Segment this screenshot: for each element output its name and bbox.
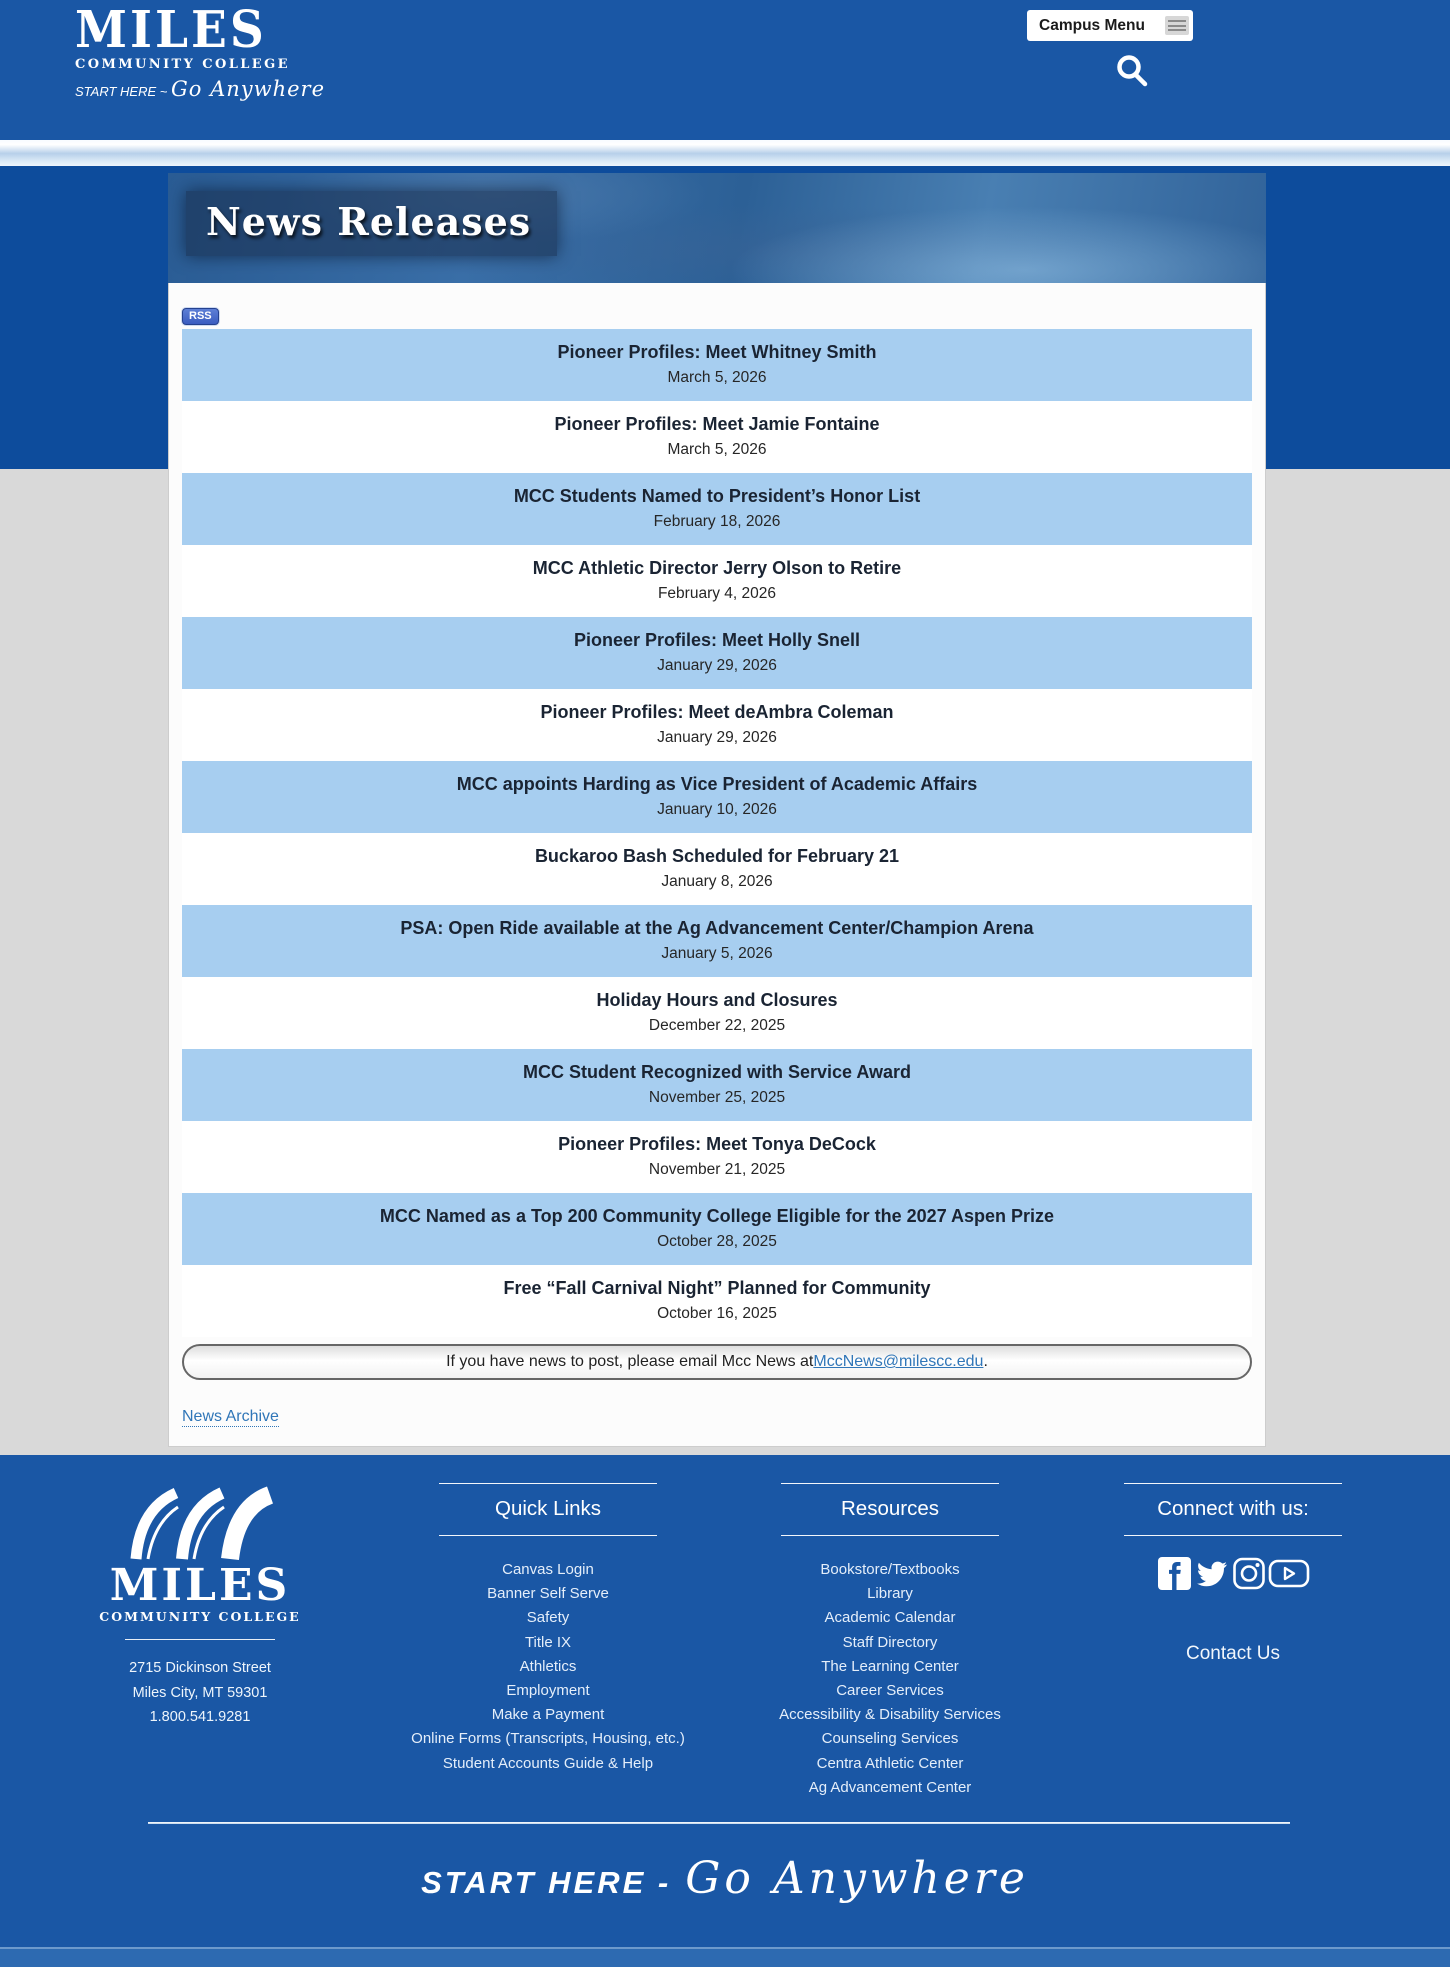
news-row[interactable] <box>182 401 1252 473</box>
twitter-icon[interactable] <box>1193 1556 1230 1591</box>
address-line: 1.800.541.9281 <box>149 1709 251 1725</box>
news-row[interactable] <box>182 1193 1252 1265</box>
footer-bottom-strip <box>0 1947 1450 1967</box>
news-item-title[interactable]: Pioneer Profiles: Meet Tonya DeCock <box>558 1134 876 1154</box>
news-item-date: October 16, 2025 <box>657 1305 777 1322</box>
address-line: Miles City, MT 59301 <box>132 1684 268 1701</box>
footer-quick-links-column <box>398 1483 698 1776</box>
footer-tagline: START HERE - Go Anywhere <box>421 1853 1029 1904</box>
news-item-title[interactable]: Holiday Hours and Closures <box>596 990 838 1010</box>
hero-banner <box>168 173 1266 283</box>
news-row[interactable] <box>182 761 1252 833</box>
quick-links-list <box>398 1558 698 1776</box>
news-row[interactable] <box>182 1121 1252 1193</box>
news-item-date: January 29, 2026 <box>657 729 777 746</box>
news-item-date: January 10, 2026 <box>657 801 777 818</box>
footer-link[interactable]: Safety <box>526 1609 570 1627</box>
arches-logo-icon <box>122 1483 278 1561</box>
instagram-icon[interactable] <box>1231 1556 1267 1591</box>
footer-link[interactable]: Employment <box>506 1682 590 1700</box>
connect-heading: Connect with us: <box>1124 1483 1342 1536</box>
notice-text: If you have news to post, please email Mcc News at <box>446 1353 814 1370</box>
search-button[interactable] <box>1112 52 1152 92</box>
news-item-title[interactable]: Pioneer Profiles: Meet Jamie Fontaine <box>554 414 880 434</box>
news-item-title[interactable]: Pioneer Profiles: Meet deAmbra Coleman <box>540 702 894 722</box>
footer-link[interactable]: Student Accounts Guide & Help <box>442 1754 654 1772</box>
footer-link[interactable]: Bookstore/Textbooks <box>820 1561 960 1578</box>
news-item-date: February 4, 2026 <box>657 585 777 602</box>
header-divider-stripe <box>0 140 1450 166</box>
news-row[interactable] <box>182 905 1252 977</box>
news-item-date: February 18, 2026 <box>653 513 781 530</box>
news-item-date: December 22, 2025 <box>648 1017 786 1034</box>
news-item-title[interactable]: Pioneer Profiles: Meet Holly Snell <box>573 630 861 650</box>
search-icon <box>1113 52 1151 90</box>
news-row[interactable] <box>182 977 1252 1049</box>
news-item-date: January 5, 2026 <box>661 945 773 962</box>
social-icons-row <box>1122 1556 1344 1591</box>
content-panel <box>168 283 1266 1447</box>
footer-link[interactable]: Academic Calendar <box>824 1609 956 1627</box>
footer-link[interactable]: Banner Self Serve <box>487 1585 609 1603</box>
news-item-date: January 8, 2026 <box>661 873 773 890</box>
news-item-title[interactable]: Pioneer Profiles: Meet Whitney Smith <box>557 342 877 362</box>
resources-heading: Resources <box>781 1483 999 1536</box>
news-email-link[interactable]: MccNews@milescc.edu <box>813 1353 984 1370</box>
news-item-date: November 25, 2025 <box>648 1089 786 1106</box>
footer-link[interactable]: Title IX <box>524 1633 572 1651</box>
news-row[interactable] <box>182 329 1252 401</box>
site-logo[interactable] <box>75 0 326 101</box>
site-header <box>0 0 1450 140</box>
footer-logo-subtitle: COMMUNITY COLLEGE <box>99 1609 301 1624</box>
footer-link[interactable]: Accessibility & Disability Services <box>779 1706 1001 1724</box>
quick-links-heading: Quick Links <box>439 1483 657 1536</box>
notice-suffix: . <box>983 1353 988 1370</box>
facebook-icon[interactable] <box>1157 1556 1192 1591</box>
footer-link[interactable]: Canvas Login <box>502 1561 594 1578</box>
news-row[interactable] <box>182 545 1252 617</box>
news-item-title[interactable]: MCC Athletic Director Jerry Olson to Retire <box>532 558 902 578</box>
logo-subtitle: COMMUNITY COLLEGE <box>75 57 290 72</box>
page-title: News Releases <box>186 191 557 256</box>
footer-link[interactable]: Library <box>867 1585 913 1603</box>
youtube-icon[interactable] <box>1268 1556 1310 1591</box>
news-item-title[interactable]: Free “Fall Carnival Night” Planned for Community <box>503 1278 931 1298</box>
news-row[interactable] <box>182 617 1252 689</box>
news-item-date: October 28, 2025 <box>657 1233 777 1250</box>
footer-logo-column <box>88 1483 312 1730</box>
news-submission-notice <box>182 1344 1252 1380</box>
campus-menu-button[interactable] <box>1027 10 1193 41</box>
news-row[interactable] <box>182 689 1252 761</box>
news-item-title[interactable]: MCC appoints Harding as Vice President of Academic Affairs <box>456 774 978 794</box>
news-row[interactable] <box>182 1049 1252 1121</box>
footer-link[interactable]: Counseling Services <box>821 1730 959 1748</box>
rss-badge[interactable]: RSS <box>182 308 219 325</box>
news-row[interactable] <box>182 833 1252 905</box>
news-item-title[interactable]: MCC Students Named to President’s Honor List <box>513 486 921 506</box>
footer-connect-column <box>1122 1483 1344 1665</box>
news-archive-link[interactable]: News Archive <box>182 1408 279 1425</box>
contact-us-link[interactable]: Contact Us <box>1186 1643 1280 1664</box>
logo-wordmark: MILES <box>75 0 267 61</box>
site-footer <box>0 1455 1450 1967</box>
news-list <box>182 329 1252 1337</box>
footer-link[interactable]: Staff Directory <box>842 1633 938 1651</box>
footer-link[interactable]: Make a Payment <box>491 1706 605 1724</box>
footer-link[interactable]: Career Services <box>836 1682 944 1700</box>
footer-resources-column <box>740 1483 1040 1800</box>
footer-logo-wordmark: MILES <box>109 1560 291 1611</box>
footer-link[interactable]: Online Forms (Transcripts, Housing, etc.) <box>411 1730 685 1748</box>
campus-menu-label: Campus Menu <box>1039 16 1145 34</box>
footer-link[interactable]: Athletics <box>519 1657 577 1675</box>
news-item-date: January 29, 2026 <box>657 657 777 674</box>
news-row[interactable] <box>182 473 1252 545</box>
news-item-title[interactable]: MCC Named as a Top 200 Community College Eligible for the 2027 Aspen Prize <box>379 1206 1055 1226</box>
logo-tagline: START HERE ~ Go Anywhere <box>75 77 326 101</box>
footer-address <box>88 1656 312 1730</box>
news-item-title[interactable]: PSA: Open Ride available at the Ag Advancement Center/Champion Arena <box>400 918 1034 938</box>
news-item-date: November 21, 2025 <box>648 1161 786 1178</box>
footer-logo-divider <box>125 1639 275 1640</box>
hamburger-icon <box>1165 16 1189 35</box>
news-item-date: March 5, 2026 <box>667 441 767 458</box>
footer-link[interactable]: Centra Athletic Center <box>816 1754 964 1772</box>
news-row[interactable] <box>182 1265 1252 1337</box>
news-item-title[interactable]: MCC Student Recognized with Service Award <box>522 1062 912 1082</box>
news-item-date: March 5, 2026 <box>667 369 767 386</box>
footer-divider-line <box>148 1822 1290 1824</box>
address-line: 2715 Dickinson Street <box>129 1660 271 1676</box>
footer-link[interactable]: Ag Advancement Center <box>808 1778 972 1796</box>
resources-list <box>740 1558 1040 1800</box>
footer-link[interactable]: The Learning Center <box>821 1657 959 1675</box>
news-item-title[interactable]: Buckaroo Bash Scheduled for February 21 <box>534 846 900 866</box>
